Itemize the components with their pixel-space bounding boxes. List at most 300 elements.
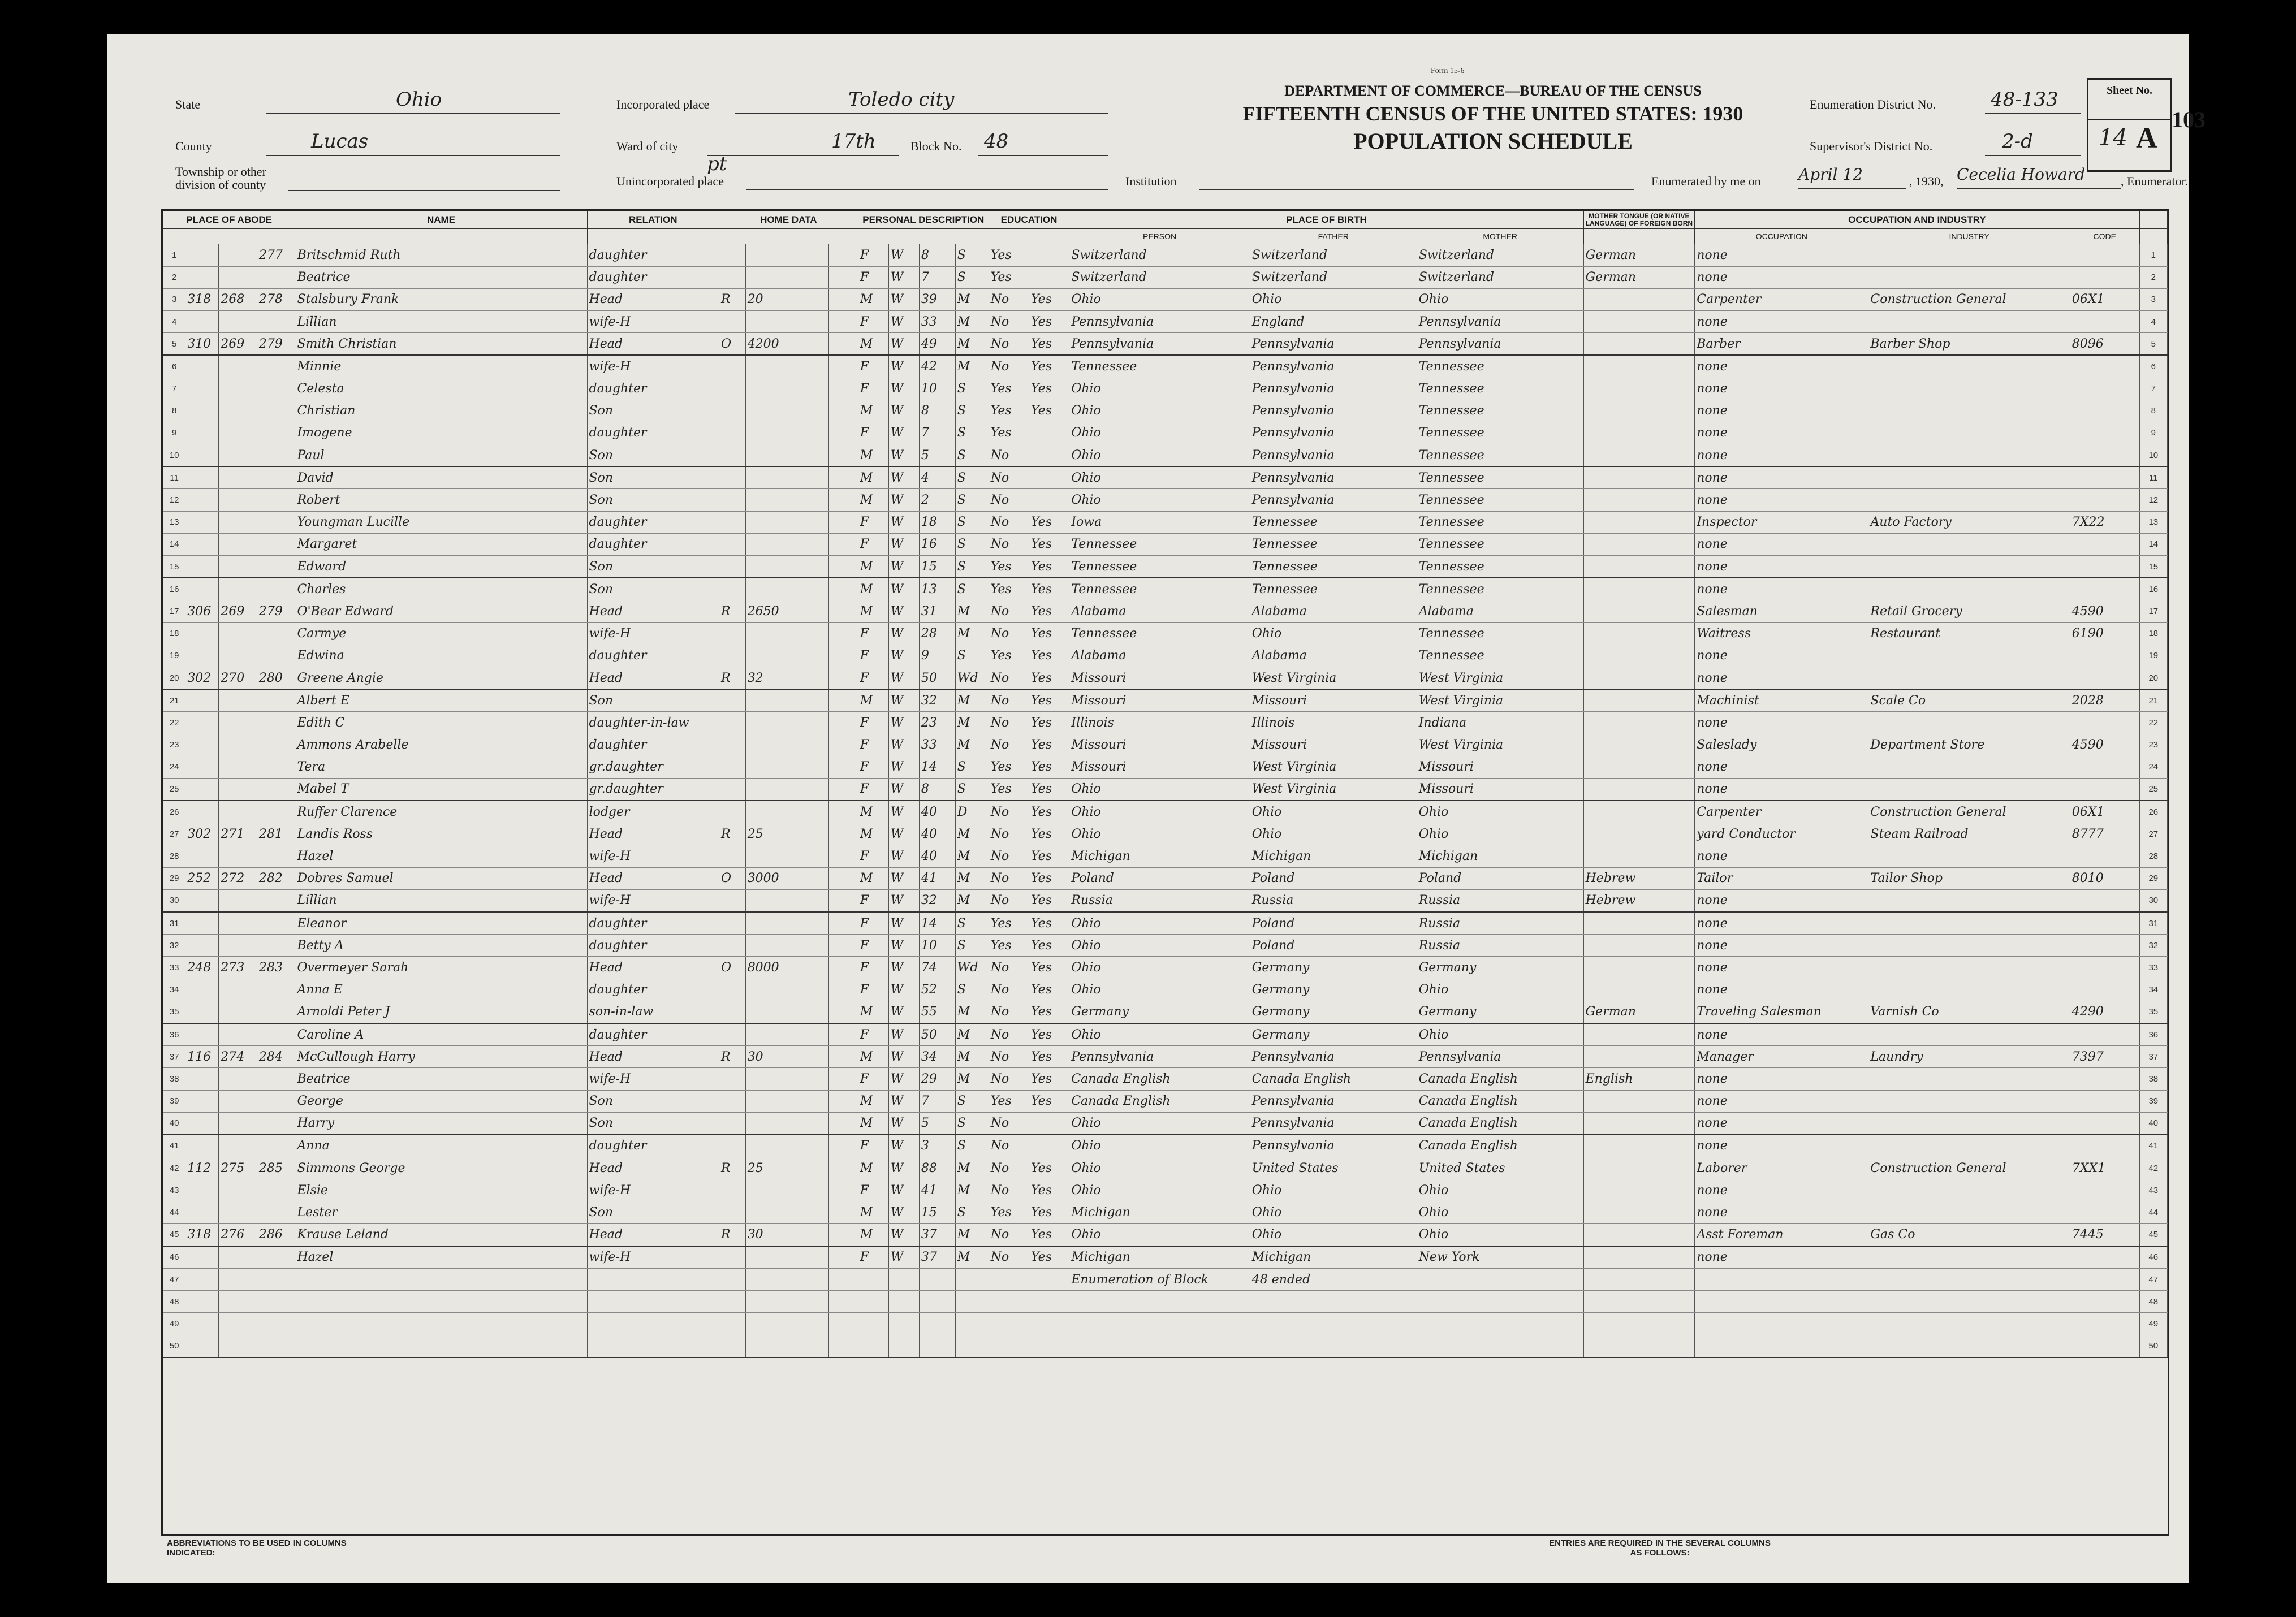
line-number-right: 34 — [2139, 979, 2167, 1001]
farm-flag — [829, 244, 858, 266]
attended-school: No — [989, 689, 1029, 712]
person-name: Carmye — [295, 622, 587, 645]
family-number: 280 — [257, 667, 295, 689]
occupation-code: 7397 — [2070, 1046, 2139, 1068]
mother-tongue — [1583, 600, 1695, 622]
attended-school: No — [989, 867, 1029, 889]
birthplace-father: Michigan — [1250, 1246, 1417, 1269]
line-number-right: 45 — [2139, 1223, 2167, 1246]
birthplace-father: Ohio — [1250, 1223, 1417, 1246]
industry — [1868, 1291, 2070, 1313]
age — [919, 1269, 955, 1291]
birthplace-person: Ohio — [1069, 378, 1250, 400]
family-number: 281 — [257, 823, 295, 845]
birthplace-father: Ohio — [1250, 801, 1417, 823]
ed-value: 48-133 — [1991, 88, 2058, 111]
birthplace-father: Poland — [1250, 867, 1417, 889]
birthplace-person: Tennessee — [1069, 622, 1250, 645]
can-read: Yes — [1029, 310, 1069, 332]
line-number: 44 — [163, 1201, 185, 1223]
race: W — [888, 1068, 919, 1090]
mother-tongue: German — [1583, 1001, 1695, 1023]
family-number: 286 — [257, 1223, 295, 1246]
person-name: Tera — [295, 756, 587, 778]
table-row — [163, 1313, 2168, 1335]
race: W — [888, 957, 919, 979]
table-row — [163, 378, 2168, 400]
home-tenure — [719, 734, 746, 756]
line-number-right: 24 — [2139, 756, 2167, 778]
radio-set — [801, 645, 828, 667]
marital-status: M — [955, 867, 989, 889]
dwelling-number — [219, 689, 257, 712]
family-number: 277 — [257, 244, 295, 266]
person-name: Krause Leland — [295, 1223, 587, 1246]
attended-school: No — [989, 889, 1029, 912]
mother-tongue — [1583, 511, 1695, 533]
occupation: Saleslady — [1695, 734, 1868, 756]
age: 52 — [919, 979, 955, 1001]
street-number — [185, 511, 219, 533]
header-mother-tongue: MOTHER TONGUE (OR NATIVE LANGUAGE) OF FOREIGN BORN — [1583, 211, 1695, 229]
person-name — [295, 1291, 587, 1313]
mother-tongue — [1583, 1269, 1695, 1291]
line-number-right: 33 — [2139, 957, 2167, 979]
industry — [1868, 1313, 2070, 1335]
marital-status: S — [955, 756, 989, 778]
birthplace-person: Tennessee — [1069, 578, 1250, 600]
birthplace-mother: Pennsylvania — [1417, 310, 1583, 332]
family-number — [257, 1291, 295, 1313]
mother-tongue — [1583, 756, 1695, 778]
home-value — [745, 1112, 801, 1135]
line-number-right: 38 — [2139, 1068, 2167, 1090]
abbreviations-title: ABBREVIATIONS TO BE USED IN COLUMNS INDICATED: — [167, 1538, 347, 1558]
marital-status: S — [955, 1201, 989, 1223]
street-number — [185, 1112, 219, 1135]
sex — [858, 1291, 888, 1313]
marital-status: M — [955, 712, 989, 734]
dwelling-number — [219, 1179, 257, 1201]
sex: F — [858, 244, 888, 266]
age: 8 — [919, 778, 955, 801]
home-tenure — [719, 935, 746, 957]
home-tenure — [719, 1291, 746, 1313]
street-number — [185, 689, 219, 712]
home-value — [745, 444, 801, 467]
birthplace-mother: Canada English — [1417, 1090, 1583, 1112]
county-field — [266, 130, 560, 156]
attended-school: Yes — [989, 1090, 1029, 1112]
home-tenure — [719, 1313, 746, 1335]
sex: M — [858, 578, 888, 600]
line-number: 32 — [163, 935, 185, 957]
home-value — [745, 1246, 801, 1269]
farm-flag — [829, 489, 858, 511]
line-number: 25 — [163, 778, 185, 801]
marital-status: M — [955, 689, 989, 712]
mother-tongue — [1583, 355, 1695, 378]
can-read: Yes — [1029, 1068, 1069, 1090]
table-row — [163, 400, 2168, 422]
street-number — [185, 556, 219, 578]
attended-school: Yes — [989, 645, 1029, 667]
family-number — [257, 400, 295, 422]
home-value — [745, 1201, 801, 1223]
radio-set — [801, 1046, 828, 1068]
subheader-home — [719, 229, 858, 244]
table-row — [163, 712, 2168, 734]
line-number: 1 — [163, 244, 185, 266]
race: W — [888, 333, 919, 356]
birthplace-mother: Ohio — [1417, 1201, 1583, 1223]
birthplace-person: Ohio — [1069, 979, 1250, 1001]
sex: M — [858, 867, 888, 889]
occupation: none — [1695, 489, 1868, 511]
sex: M — [858, 1223, 888, 1246]
home-tenure: R — [719, 667, 746, 689]
home-value — [745, 734, 801, 756]
birthplace-person: Missouri — [1069, 689, 1250, 712]
occupation-code — [2070, 310, 2139, 332]
sex: M — [858, 1001, 888, 1023]
industry: Tailor Shop — [1868, 867, 2070, 889]
family-number — [257, 444, 295, 467]
birthplace-father: Pennsylvania — [1250, 1112, 1417, 1135]
industry: Steam Railroad — [1868, 823, 2070, 845]
supervisor-field — [1985, 130, 2081, 156]
relation: Head — [587, 667, 719, 689]
home-value — [745, 1090, 801, 1112]
occupation-code: 4290 — [2070, 1001, 2139, 1023]
sex: F — [858, 378, 888, 400]
radio-set — [801, 444, 828, 467]
dwelling-number — [219, 622, 257, 645]
attended-school: No — [989, 444, 1029, 467]
street-number — [185, 734, 219, 756]
home-tenure — [719, 1001, 746, 1023]
radio-set — [801, 266, 828, 288]
birthplace-mother: Indiana — [1417, 712, 1583, 734]
radio-set — [801, 957, 828, 979]
birthplace-person — [1069, 1335, 1250, 1357]
home-tenure — [719, 1269, 746, 1291]
occupation-code — [2070, 355, 2139, 378]
line-number-right: 12 — [2139, 489, 2167, 511]
relation: daughter — [587, 645, 719, 667]
attended-school: No — [989, 622, 1029, 645]
attended-school: No — [989, 823, 1029, 845]
farm-flag — [829, 533, 858, 555]
occupation: none — [1695, 1090, 1868, 1112]
can-read: Yes — [1029, 533, 1069, 555]
family-number — [257, 778, 295, 801]
can-read: Yes — [1029, 867, 1069, 889]
relation: gr.daughter — [587, 756, 719, 778]
mother-tongue — [1583, 578, 1695, 600]
home-tenure — [719, 444, 746, 467]
table-row — [163, 422, 2168, 444]
table-row — [163, 1001, 2168, 1023]
sex — [858, 1269, 888, 1291]
race: W — [888, 1157, 919, 1179]
home-tenure — [719, 1201, 746, 1223]
street-number — [185, 979, 219, 1001]
industry — [1868, 935, 2070, 957]
person-name: Hazel — [295, 1246, 587, 1269]
relation: Head — [587, 1223, 719, 1246]
line-number-right: 11 — [2139, 466, 2167, 489]
race: W — [888, 466, 919, 489]
can-read — [1029, 266, 1069, 288]
can-read — [1029, 1313, 1069, 1335]
birthplace-mother: Canada English — [1417, 1068, 1583, 1090]
person-name: Elsie — [295, 1179, 587, 1201]
family-number — [257, 712, 295, 734]
occupation-code — [2070, 1201, 2139, 1223]
occupation: none — [1695, 533, 1868, 555]
mother-tongue: German — [1583, 266, 1695, 288]
birthplace-mother: Russia — [1417, 912, 1583, 935]
occupation-code — [2070, 533, 2139, 555]
farm-flag — [829, 1246, 858, 1269]
mother-tongue — [1583, 1023, 1695, 1046]
can-read — [1029, 1112, 1069, 1135]
family-number — [257, 979, 295, 1001]
person-name: Anna — [295, 1135, 587, 1157]
family-number — [257, 1335, 295, 1357]
birthplace-mother: Tennessee — [1417, 489, 1583, 511]
industry — [1868, 667, 2070, 689]
family-number — [257, 1313, 295, 1335]
marital-status: M — [955, 1023, 989, 1046]
occupation-code: 7X22 — [2070, 511, 2139, 533]
can-read: Yes — [1029, 1246, 1069, 1269]
occupation — [1695, 1269, 1868, 1291]
line-number: 40 — [163, 1112, 185, 1135]
line-number-right: 41 — [2139, 1135, 2167, 1157]
person-name: Ammons Arabelle — [295, 734, 587, 756]
relation: wife-H — [587, 1179, 719, 1201]
marital-status: S — [955, 935, 989, 957]
relation: daughter-in-law — [587, 712, 719, 734]
table-row — [163, 957, 2168, 979]
mother-tongue — [1583, 689, 1695, 712]
occupation-code — [2070, 422, 2139, 444]
relation: wife-H — [587, 1068, 719, 1090]
farm-flag — [829, 578, 858, 600]
occupation-code — [2070, 378, 2139, 400]
age: 23 — [919, 712, 955, 734]
person-name — [295, 1335, 587, 1357]
marital-status: S — [955, 533, 989, 555]
occupation: none — [1695, 466, 1868, 489]
industry — [1868, 845, 2070, 867]
race: W — [888, 867, 919, 889]
family-number — [257, 756, 295, 778]
sheet-letter: A — [2136, 122, 2157, 154]
attended-school: Yes — [989, 244, 1029, 266]
street-number — [185, 778, 219, 801]
home-value: 4200 — [745, 333, 801, 356]
occupation: none — [1695, 756, 1868, 778]
radio-set — [801, 355, 828, 378]
race: W — [888, 1201, 919, 1223]
schedule-title: POPULATION SCHEDULE — [1353, 128, 1633, 154]
can-read: Yes — [1029, 957, 1069, 979]
township-field — [288, 173, 560, 191]
age: 40 — [919, 801, 955, 823]
occupation: none — [1695, 556, 1868, 578]
person-name: Caroline A — [295, 1023, 587, 1046]
line-number-right: 43 — [2139, 1179, 2167, 1201]
line-number-right: 42 — [2139, 1157, 2167, 1179]
industry — [1868, 1179, 2070, 1201]
dwelling-number: 270 — [219, 667, 257, 689]
industry: Varnish Co — [1868, 1001, 2070, 1023]
attended-school: No — [989, 1135, 1029, 1157]
attended-school: No — [989, 712, 1029, 734]
mother-tongue — [1583, 801, 1695, 823]
marital-status: M — [955, 310, 989, 332]
dwelling-number — [219, 310, 257, 332]
marital-status: M — [955, 889, 989, 912]
mother-tongue — [1583, 378, 1695, 400]
race — [888, 1269, 919, 1291]
census-table — [163, 211, 2168, 1358]
street-number: 248 — [185, 957, 219, 979]
person-name: Overmeyer Sarah — [295, 957, 587, 979]
header-place-of-abode: PLACE OF ABODE — [163, 211, 295, 229]
occupation: none — [1695, 935, 1868, 957]
occupation: none — [1695, 912, 1868, 935]
marital-status: S — [955, 244, 989, 266]
marital-status: S — [955, 444, 989, 467]
street-number — [185, 801, 219, 823]
dwelling-number: 272 — [219, 867, 257, 889]
entries-title: ENTRIES ARE REQUIRED IN THE SEVERAL COLUMNS AS FOLLOWS: — [1549, 1538, 1771, 1558]
person-name: Edith C — [295, 712, 587, 734]
home-tenure — [719, 1179, 746, 1201]
home-value — [745, 1068, 801, 1090]
home-tenure: O — [719, 867, 746, 889]
person-name: Ruffer Clarence — [295, 801, 587, 823]
home-tenure — [719, 266, 746, 288]
street-number — [185, 244, 219, 266]
radio-set — [801, 867, 828, 889]
family-number — [257, 645, 295, 667]
line-number-right: 14 — [2139, 533, 2167, 555]
street-number — [185, 1023, 219, 1046]
dwelling-number — [219, 1112, 257, 1135]
family-number — [257, 734, 295, 756]
table-row — [163, 889, 2168, 912]
street-number — [185, 266, 219, 288]
mother-tongue — [1583, 667, 1695, 689]
birthplace-father: Pennsylvania — [1250, 489, 1417, 511]
relation: daughter — [587, 979, 719, 1001]
race: W — [888, 1001, 919, 1023]
radio-set — [801, 1246, 828, 1269]
sex: M — [858, 444, 888, 467]
birthplace-father: West Virginia — [1250, 778, 1417, 801]
sex: F — [858, 422, 888, 444]
birthplace-mother: Tennessee — [1417, 422, 1583, 444]
industry — [1868, 1068, 2070, 1090]
person-name: Minnie — [295, 355, 587, 378]
line-number: 50 — [163, 1335, 185, 1357]
dwelling-number — [219, 466, 257, 489]
home-tenure — [719, 645, 746, 667]
radio-set — [801, 912, 828, 935]
race — [888, 1313, 919, 1335]
race: W — [888, 622, 919, 645]
occupation-code — [2070, 1291, 2139, 1313]
attended-school: No — [989, 1068, 1029, 1090]
birthplace-mother: Ohio — [1417, 979, 1583, 1001]
age: 41 — [919, 1179, 955, 1201]
home-tenure — [719, 889, 746, 912]
family-number — [257, 422, 295, 444]
attended-school: No — [989, 1179, 1029, 1201]
mother-tongue: English — [1583, 1068, 1695, 1090]
can-read: Yes — [1029, 801, 1069, 823]
farm-flag — [829, 1291, 858, 1313]
industry — [1868, 1269, 2070, 1291]
home-value — [745, 1179, 801, 1201]
relation: wife-H — [587, 622, 719, 645]
race: W — [888, 1223, 919, 1246]
line-number-right: 5 — [2139, 333, 2167, 356]
relation — [587, 1313, 719, 1335]
occupation: none — [1695, 1068, 1868, 1090]
occupation: none — [1695, 1201, 1868, 1223]
radio-set — [801, 845, 828, 867]
line-number: 38 — [163, 1068, 185, 1090]
birthplace-mother: West Virginia — [1417, 689, 1583, 712]
street-number — [185, 400, 219, 422]
occupation-code: 7XX1 — [2070, 1157, 2139, 1179]
table-row — [163, 1179, 2168, 1201]
occupation: Traveling Salesman — [1695, 1001, 1868, 1023]
occupation-code — [2070, 556, 2139, 578]
age: 29 — [919, 1068, 955, 1090]
industry — [1868, 1090, 2070, 1112]
family-number — [257, 1179, 295, 1201]
radio-set — [801, 1001, 828, 1023]
marital-status: D — [955, 801, 989, 823]
street-number — [185, 578, 219, 600]
age: 15 — [919, 556, 955, 578]
occupation: none — [1695, 645, 1868, 667]
age: 88 — [919, 1157, 955, 1179]
age: 16 — [919, 533, 955, 555]
street-number: 318 — [185, 1223, 219, 1246]
home-tenure — [719, 1112, 746, 1135]
table-row — [163, 444, 2168, 467]
farm-flag — [829, 1068, 858, 1090]
marital-status: M — [955, 622, 989, 645]
farm-flag — [829, 466, 858, 489]
industry: Barber Shop — [1868, 333, 2070, 356]
birthplace-mother: Switzerland — [1417, 244, 1583, 266]
mother-tongue — [1583, 1046, 1695, 1068]
county-label: County — [175, 139, 212, 153]
occupation: Inspector — [1695, 511, 1868, 533]
can-read: Yes — [1029, 689, 1069, 712]
industry — [1868, 778, 2070, 801]
birthplace-person: Ohio — [1069, 1157, 1250, 1179]
